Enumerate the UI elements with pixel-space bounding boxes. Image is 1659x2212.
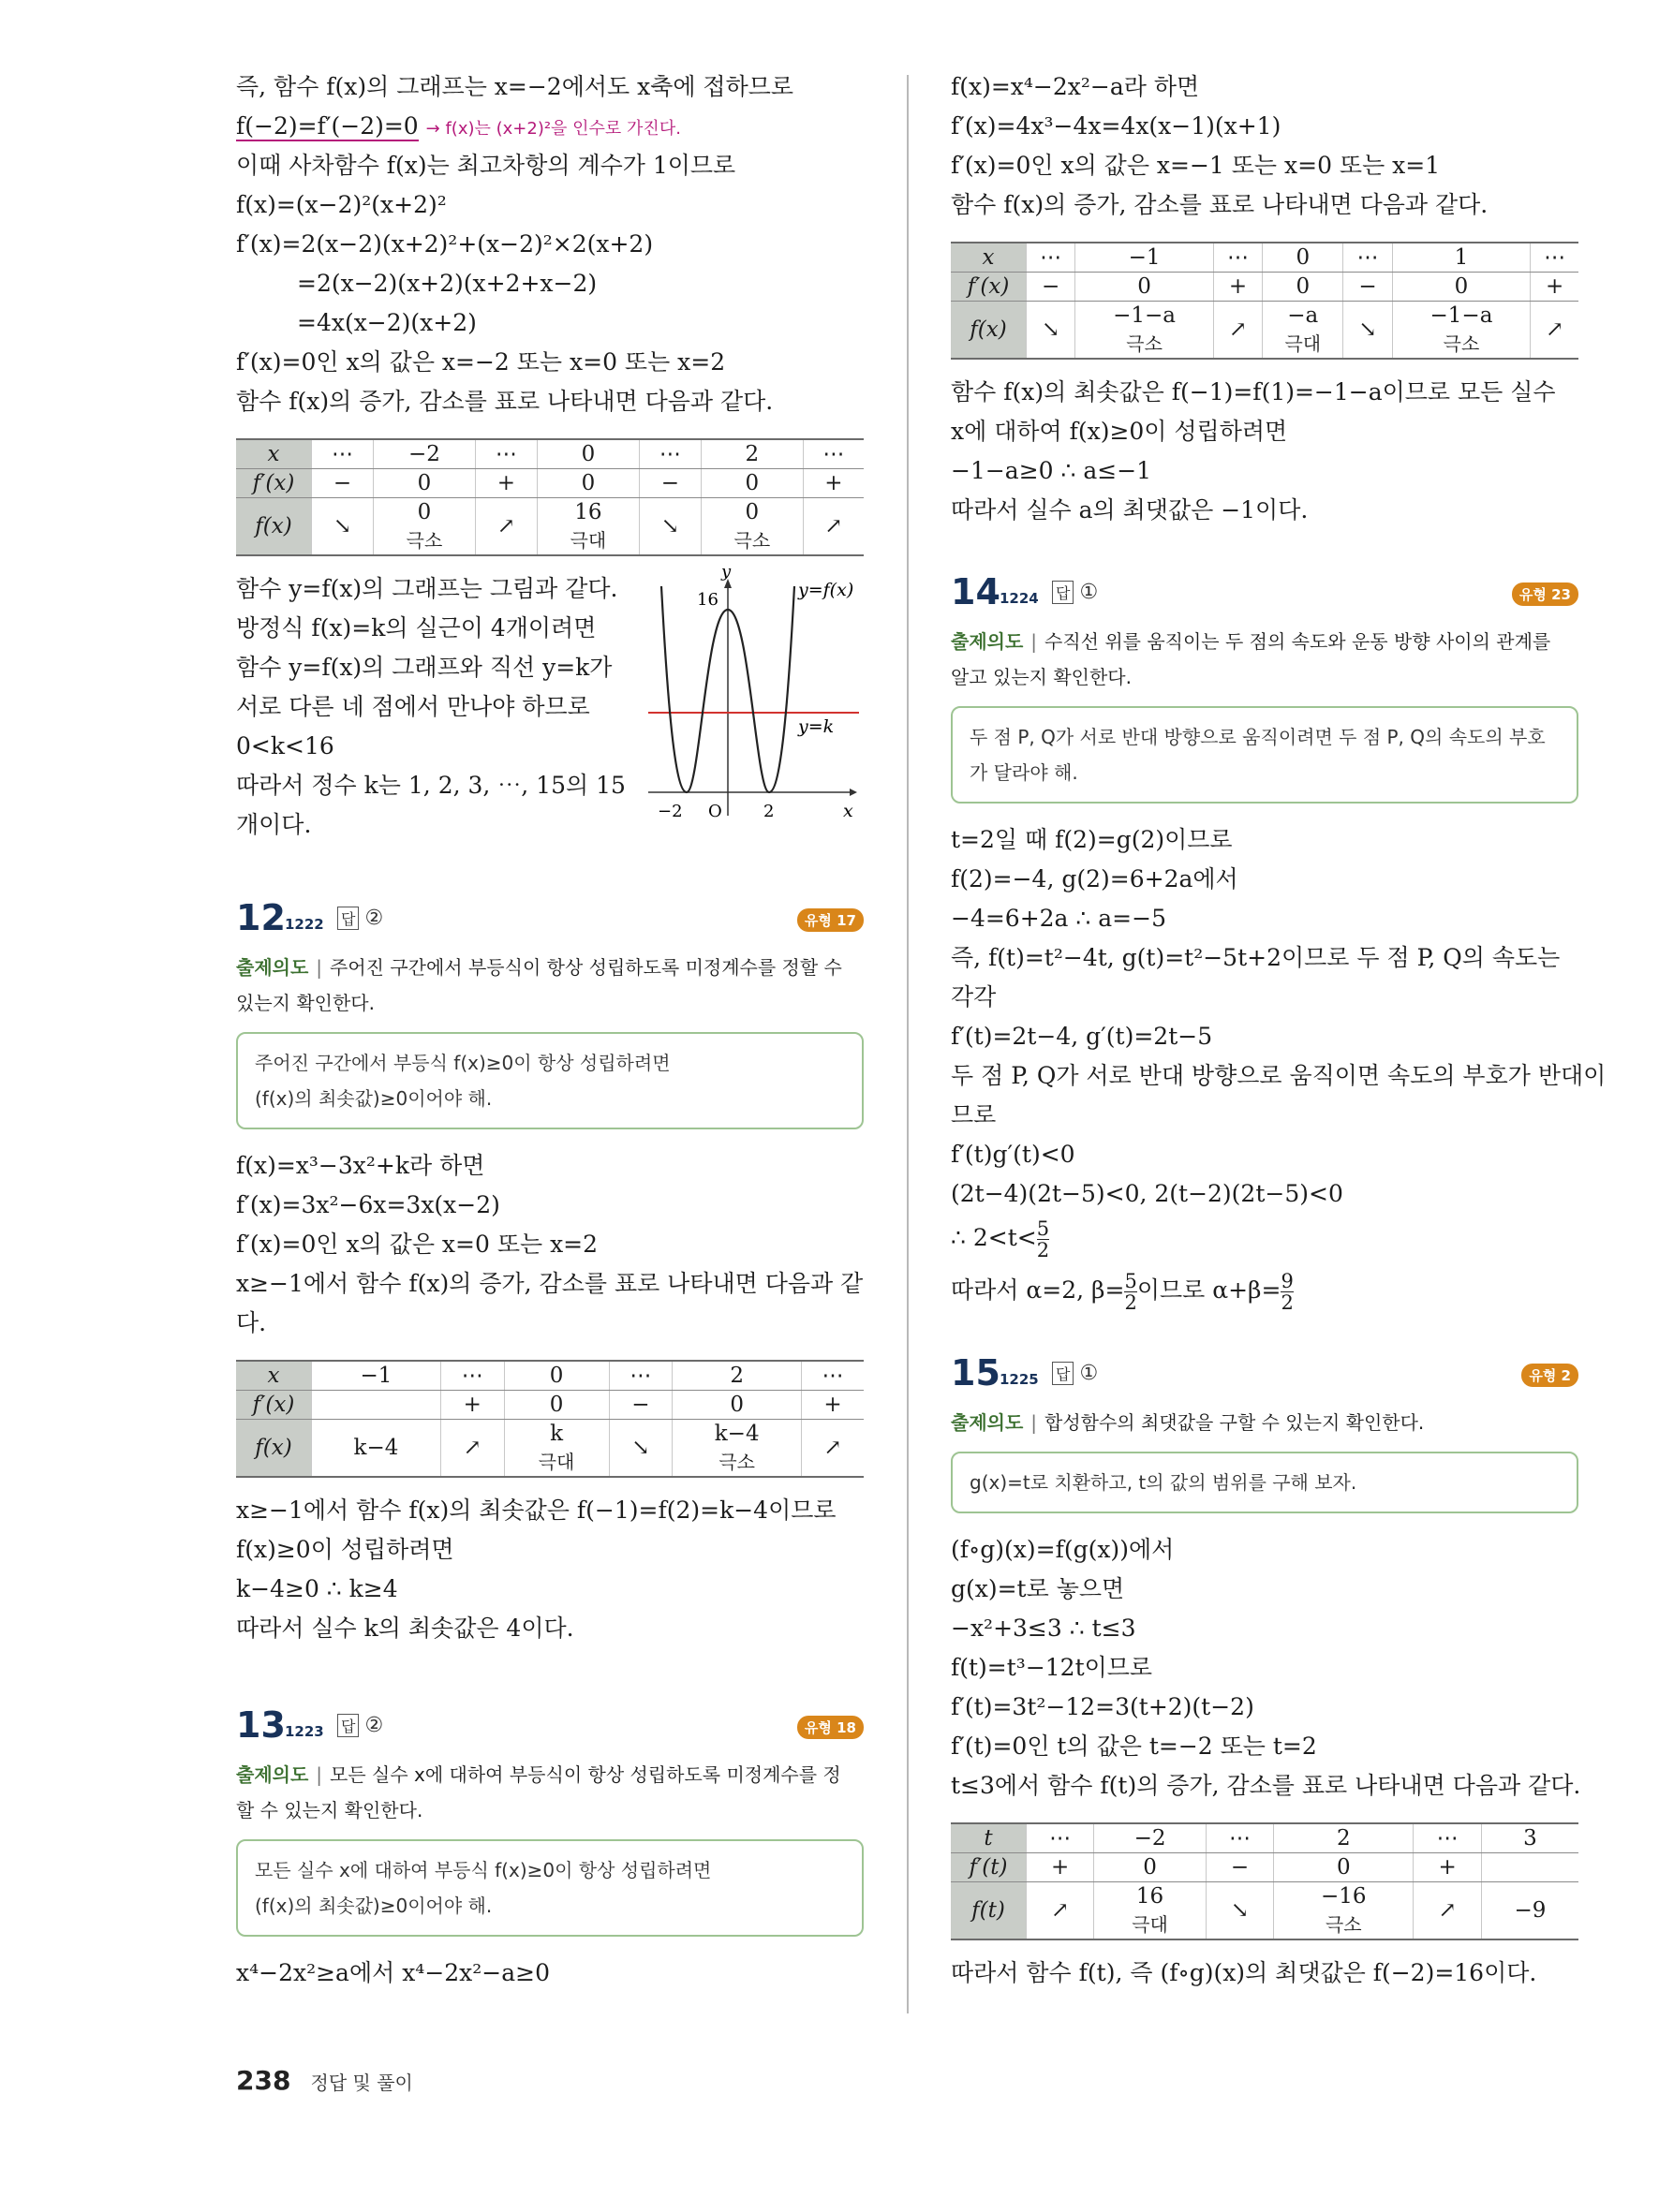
text-line: f′(x)=3x²−6x=3x(x−2) — [236, 1191, 500, 1218]
table-cell: + — [803, 469, 864, 498]
text-line: x≥−1에서 함수 f(x)의 최솟값은 f(−1)=f(2)=k−4이므로 — [236, 1497, 837, 1524]
fraction — [1281, 1271, 1293, 1313]
table-cell: + — [1027, 1853, 1094, 1882]
table-cell: ⋯ — [1213, 243, 1262, 273]
table-cell: 1 — [1392, 243, 1531, 273]
table-row — [951, 302, 1578, 360]
question-intent: 출제의도 | 모든 실수 x에 대하여 부등식이 항상 성립하도록 미정계수를 정 할 수 있는지 확인한다. — [236, 1763, 841, 1821]
table-cell: −9 — [1481, 1882, 1578, 1940]
table-cell: 16 극대 — [1094, 1882, 1206, 1940]
answer — [337, 1714, 383, 1737]
answer-box: 답 — [1052, 1362, 1074, 1385]
table-row — [951, 1823, 1578, 1853]
fraction-num: 5 — [1036, 1217, 1050, 1240]
intent-text: 수직선 위를 움직이는 두 점의 속도와 운동 방향 사이의 관계를 — [1044, 630, 1551, 653]
question-code: 1223 — [285, 1723, 324, 1740]
table-cell: 0 — [504, 1391, 609, 1420]
table-cell: 3 — [1481, 1823, 1578, 1853]
y-axis-label: y — [721, 568, 732, 582]
intent-text: 모든 실수 x에 대하여 부등식이 항상 성립하도록 미정계수를 정 — [330, 1763, 841, 1786]
intent-text-cont: 알고 있는지 확인한다. — [951, 666, 1132, 688]
table-cell: −a 극대 — [1263, 302, 1343, 360]
intent-text-cont: 있는지 확인한다. — [236, 992, 375, 1014]
footer-label: 정답 및 풀이 — [310, 2072, 413, 2094]
text-line: f′(x)=0인 x의 값은 x=−1 또는 x=0 또는 x=1 — [951, 152, 1441, 179]
text-line: (2t−4)(2t−5)<0, 2(t−2)(2t−5)<0 — [951, 1180, 1343, 1207]
text-line: 다. — [236, 1309, 267, 1336]
text-line: =2(x−2)(x+2)(x+2+x−2) — [297, 270, 598, 297]
intent-label: 출제의도 — [951, 1411, 1024, 1434]
text-line: f(2)=−4, g(2)=6+2a에서 — [951, 865, 1238, 892]
hint-box — [236, 1032, 864, 1129]
answer-value: ② — [364, 1714, 384, 1737]
table-cell: ⋯ — [639, 439, 701, 469]
hint-line: (f(x)의 최솟값)≥0이어야 해. — [255, 1895, 493, 1917]
question-intent: 출제의도 | 주어진 구간에서 부등식이 항상 성립하도록 미정계수를 정할 수 있는지 확인한다. — [236, 956, 842, 1014]
table-cell: ↗ — [1414, 1882, 1481, 1940]
text-line: 방정식 f(x)=k의 실근이 4개이려면 — [236, 614, 597, 641]
question-number: 15 — [951, 1352, 1000, 1394]
text-line: 함수 f(x)의 최솟값은 f(−1)=f(1)=−1−a이므로 모든 실수 — [951, 378, 1556, 406]
fraction-den: 2 — [1036, 1239, 1050, 1261]
table-cell: − — [312, 469, 374, 498]
table-cell: ⋯ — [1343, 243, 1392, 273]
table-cell: 0 — [373, 469, 475, 498]
text-line: t≤3에서 함수 f(t)의 증가, 감소를 표로 나타내면 다음과 같다. — [951, 1772, 1581, 1799]
table-row — [236, 498, 864, 556]
table-cell: ↘ — [312, 498, 374, 556]
question-intent: 출제의도 | 수직선 위를 움직이는 두 점의 속도와 운동 방향 사이의 관계를 알고 있는지 확인한다. — [951, 630, 1551, 688]
text-line: k−4≥0 ∴ k≥4 — [236, 1575, 398, 1602]
table-cell: + — [1213, 273, 1262, 302]
table-cell: 0 — [537, 439, 639, 469]
left-column — [236, 67, 864, 1993]
table-cell: 0 극소 — [701, 498, 803, 556]
table-cell: ⋯ — [440, 1361, 504, 1391]
text-line: −1−a≥0 ∴ a≤−1 — [951, 457, 1152, 484]
final-text: 따라서 α=2, β= — [951, 1276, 1125, 1304]
text-line: 두 점 P, Q가 서로 반대 방향으로 움직이면 속도의 부호가 반대이 — [951, 1062, 1607, 1089]
type-badge: 유형 18 — [797, 1716, 864, 1739]
variation-table — [236, 1360, 864, 1478]
hint-box — [236, 1839, 864, 1937]
text-line: x≥−1에서 함수 f(x)의 증가, 감소를 표로 나타내면 다음과 같 — [236, 1270, 864, 1297]
table-row — [236, 1361, 864, 1391]
intent-text-cont: 할 수 있는지 확인한다. — [236, 1799, 423, 1821]
row-header: x — [236, 1361, 312, 1391]
answer — [1052, 1362, 1098, 1385]
annotation-note: → f(x)는 (x+2)²을 인수로 가진다. — [425, 119, 681, 139]
table-cell: 0 — [504, 1361, 609, 1391]
intent-text: 합성함수의 최댓값을 구할 수 있는지 확인한다. — [1044, 1411, 1425, 1434]
text-line: f′(x)=2(x−2)(x+2)²+(x−2)²×2(x+2) — [236, 230, 654, 258]
table-cell: − — [609, 1391, 673, 1420]
graph-block — [236, 569, 864, 841]
type-badge: 유형 17 — [797, 908, 864, 932]
curve-label: y=f(x) — [798, 580, 854, 600]
table-cell: − — [1206, 1853, 1273, 1882]
hint-line: 주어진 구간에서 부등식 f(x)≥0이 항상 성립하려면 — [255, 1052, 671, 1074]
type-badge: 유형 2 — [1521, 1364, 1578, 1387]
inequality-line — [951, 1214, 1578, 1262]
table-cell: 0 — [673, 1391, 802, 1420]
fraction-num: 5 — [1124, 1270, 1137, 1292]
table-cell: ⋯ — [475, 439, 537, 469]
page-number: 238 — [236, 2065, 291, 2096]
text-line: f(x)=(x−2)²(x+2)² — [236, 191, 447, 218]
table-cell: − — [639, 469, 701, 498]
text-line: (f∘g)(x)=f(g(x))에서 — [951, 1536, 1175, 1563]
variation-table — [951, 242, 1578, 360]
question-14-header — [951, 571, 1578, 624]
table-cell: 0 — [1075, 273, 1214, 302]
text-line: 따라서 실수 k의 최솟값은 4이다. — [236, 1615, 574, 1642]
table-cell: 0 — [537, 469, 639, 498]
text-line: f(x)≥0이 성립하려면 — [236, 1536, 454, 1563]
hint-line: g(x)=t로 치환하고, t의 값의 범위를 구해 보자. — [970, 1471, 1357, 1494]
text-line: 므로 — [951, 1101, 997, 1128]
table-cell: 2 — [1274, 1823, 1414, 1853]
table-row — [951, 1853, 1578, 1882]
text-line: 서로 다른 네 점에서 만나야 하므로 — [236, 693, 590, 720]
table-cell: k 극대 — [504, 1420, 609, 1478]
answer-box: 답 — [337, 907, 359, 930]
intent-label: 출제의도 — [951, 630, 1024, 653]
text-line: 0<k<16 — [236, 732, 334, 759]
table-cell: ↘ — [639, 498, 701, 556]
table-cell: ⋯ — [1531, 243, 1578, 273]
table-cell: + — [1414, 1853, 1481, 1882]
text-line — [236, 107, 864, 146]
table-cell: −1−a 극소 — [1075, 302, 1214, 360]
text-line: x에 대하여 f(x)≥0이 성립하려면 — [951, 418, 1288, 445]
table-cell: ↗ — [1027, 1882, 1094, 1940]
text-line: f′(t)=0인 t의 값은 t=−2 또는 t=2 — [951, 1733, 1317, 1760]
text-line: 이때 사차함수 f(x)는 최고차항의 계수가 1이므로 — [236, 152, 736, 179]
row-header: x — [236, 439, 312, 469]
answer-value: ① — [1079, 581, 1099, 604]
final-line — [951, 1262, 1578, 1319]
text-line: 함수 y=f(x)의 그래프는 그림과 같다. — [236, 575, 618, 602]
table-cell: + — [440, 1391, 504, 1420]
origin-label: O — [708, 802, 722, 820]
table-cell: ⋯ — [803, 439, 864, 469]
hint-line: 모든 실수 x에 대하여 부등식 f(x)≥0이 항상 성립하려면 — [255, 1859, 712, 1881]
table-cell: ↗ — [1213, 302, 1262, 360]
row-header: f′(x) — [236, 469, 312, 498]
table-cell: ⋯ — [1027, 243, 1075, 273]
table-row — [951, 1882, 1578, 1940]
table-cell: k−4 극소 — [673, 1420, 802, 1478]
text-line: f′(x)=4x³−4x=4x(x−1)(x+1) — [951, 112, 1281, 140]
row-header: x — [951, 243, 1027, 273]
table-cell: ⋯ — [1027, 1823, 1094, 1853]
text-line: 각각 — [951, 983, 997, 1010]
text-line: f′(x)=0인 x의 값은 x=0 또는 x=2 — [236, 1231, 599, 1258]
page-footer — [236, 2065, 413, 2096]
table-cell: + — [802, 1391, 864, 1420]
function-graph — [648, 568, 864, 820]
text-line: 함수 y=f(x)의 그래프와 직선 y=k가 — [236, 654, 613, 681]
table-cell: ⋯ — [609, 1361, 673, 1391]
table-cell: ↘ — [1343, 302, 1392, 360]
answer-value: ② — [364, 907, 384, 930]
answer-box: 답 — [1052, 581, 1074, 604]
table-cell: ↗ — [802, 1420, 864, 1478]
text-line: f(x)=x³−3x²+k라 하면 — [236, 1152, 485, 1179]
question-13-header — [236, 1704, 864, 1757]
type-badge: 유형 23 — [1512, 582, 1578, 606]
question-12-header — [236, 897, 864, 950]
fraction-den: 2 — [1124, 1291, 1137, 1314]
table-row — [236, 1391, 864, 1420]
question-number: 13 — [236, 1704, 286, 1746]
table-cell: −1 — [1075, 243, 1214, 273]
intent-label: 출제의도 — [236, 956, 309, 979]
text-line: f(t)=t³−12t이므로 — [951, 1654, 1153, 1681]
table-row — [236, 469, 864, 498]
row-header: f(t) — [951, 1882, 1027, 1940]
right-column — [951, 67, 1607, 1993]
question-intent: 출제의도 | 합성함수의 최댓값을 구할 수 있는지 확인한다. — [951, 1411, 1425, 1434]
table-cell: 2 — [673, 1361, 802, 1391]
row-header: t — [951, 1823, 1027, 1853]
text-line: f′(t)=3t²−12=3(t+2)(t−2) — [951, 1693, 1254, 1720]
fraction — [1037, 1218, 1049, 1261]
table-cell: 0 — [1392, 273, 1531, 302]
table-cell: ↘ — [1027, 302, 1075, 360]
table-cell: 0 — [1263, 243, 1343, 273]
fraction-num: 9 — [1281, 1270, 1294, 1292]
table-cell: 0 — [1094, 1853, 1206, 1882]
row-header: f′(x) — [236, 1391, 312, 1420]
question-code: 1225 — [1000, 1371, 1039, 1388]
table-row — [236, 439, 864, 469]
table-cell: ↗ — [440, 1420, 504, 1478]
tick-2: 2 — [763, 802, 775, 820]
text-line: 즉, f(t)=t²−4t, g(t)=t²−5t+2이므로 두 점 P, Q의 속도는 — [951, 944, 1561, 971]
table-cell: ↘ — [609, 1420, 673, 1478]
question-number: 14 — [951, 571, 1000, 612]
hint-line: 두 점 P, Q가 서로 반대 방향으로 움직이려면 두 점 P, Q의 속도의 부호 — [970, 726, 1546, 748]
table-row — [951, 273, 1578, 302]
table-cell: k−4 — [312, 1420, 441, 1478]
text-line: 따라서 정수 k는 1, 2, 3, ⋯, 15의 15 — [236, 772, 626, 799]
text-line: 함수 f(x)의 증가, 감소를 표로 나타내면 다음과 같다. — [236, 388, 774, 415]
row-header: f(x) — [236, 1420, 312, 1478]
condition-expr: f(−2)=f′(−2)=0 — [236, 112, 419, 140]
table-cell: + — [1531, 273, 1578, 302]
intent-label: 출제의도 — [236, 1763, 309, 1786]
column-divider — [907, 75, 909, 2013]
text-line: =4x(x−2)(x+2) — [297, 309, 477, 336]
table-cell: ⋯ — [1414, 1823, 1481, 1853]
text-line: f′(t)=2t−4, g′(t)=2t−5 — [951, 1023, 1213, 1050]
answer — [337, 907, 383, 930]
text-line: −x²+3≤3 ∴ t≤3 — [951, 1615, 1136, 1642]
answer-box: 답 — [337, 1714, 359, 1737]
table-cell: 2 — [701, 439, 803, 469]
text-line: 개이다. — [236, 811, 312, 838]
text-line: x⁴−2x²≥a에서 x⁴−2x²−a≥0 — [236, 1959, 550, 1986]
table-cell: 0 — [701, 469, 803, 498]
question-code: 1222 — [285, 916, 324, 933]
table-cell: −2 — [373, 439, 475, 469]
question-code: 1224 — [1000, 590, 1039, 607]
hint-box — [951, 1452, 1578, 1513]
table-cell: 0 — [1274, 1853, 1414, 1882]
row-header: f(x) — [236, 498, 312, 556]
table-cell — [1481, 1853, 1578, 1882]
row-header: f(x) — [951, 302, 1027, 360]
text-line: f′(t)g′(t)<0 — [951, 1141, 1075, 1168]
table-cell: −1−a 극소 — [1392, 302, 1531, 360]
y-16-label: 16 — [697, 590, 718, 610]
text-line: 따라서 함수 f(t), 즉 (f∘g)(x)의 최댓값은 f(−2)=16이다. — [951, 1959, 1537, 1986]
x-axis-label: x — [843, 801, 853, 820]
table-cell: ⋯ — [1206, 1823, 1273, 1853]
fraction-den: 2 — [1281, 1291, 1294, 1314]
intent-text: 주어진 구간에서 부등식이 항상 성립하도록 미정계수를 정할 수 — [330, 956, 842, 979]
table-cell: 0 — [1263, 273, 1343, 302]
table-row — [951, 243, 1578, 273]
fraction — [1124, 1271, 1136, 1313]
text-line: 따라서 실수 a의 최댓값은 −1이다. — [951, 496, 1309, 524]
final-text: 이므로 α+β= — [1136, 1276, 1281, 1304]
hint-box — [951, 706, 1578, 804]
row-header: f′(t) — [951, 1853, 1027, 1882]
table-row — [236, 1420, 864, 1478]
table-cell: ⋯ — [802, 1361, 864, 1391]
question-number: 12 — [236, 897, 286, 938]
text-line: 즉, 함수 f(x)의 그래프는 x=−2에서도 x축에 접하므로 — [236, 73, 794, 100]
answer — [1052, 581, 1098, 604]
variation-table — [951, 1822, 1578, 1940]
table-cell: −1 — [312, 1361, 441, 1391]
table-cell: − — [1027, 273, 1075, 302]
table-cell: ↗ — [475, 498, 537, 556]
x-axis-arrow — [850, 789, 857, 796]
table-cell: ↗ — [803, 498, 864, 556]
variation-table — [236, 438, 864, 556]
table-cell: 0 극소 — [373, 498, 475, 556]
text-line: f′(x)=0인 x의 값은 x=−2 또는 x=0 또는 x=2 — [236, 348, 726, 376]
question-15-header — [951, 1352, 1578, 1405]
text-line: g(x)=t로 놓으면 — [951, 1575, 1125, 1602]
table-cell: −16 극소 — [1274, 1882, 1414, 1940]
table-cell: + — [475, 469, 537, 498]
table-cell: −2 — [1094, 1823, 1206, 1853]
hint-line: (f(x)의 최솟값)≥0이어야 해. — [255, 1087, 493, 1110]
table-cell: − — [1343, 273, 1392, 302]
text-line: 함수 f(x)의 증가, 감소를 표로 나타내면 다음과 같다. — [951, 191, 1489, 218]
text-line: t=2일 때 f(2)=g(2)이므로 — [951, 826, 1233, 853]
text-line: f(x)=x⁴−2x²−a라 하면 — [951, 73, 1200, 100]
table-cell: ↘ — [1206, 1882, 1273, 1940]
line-label: y=k — [798, 716, 835, 737]
answer-value: ① — [1079, 1362, 1099, 1385]
tick-minus-2: −2 — [658, 802, 683, 820]
table-cell: ↗ — [1531, 302, 1578, 360]
table-cell — [312, 1391, 441, 1420]
hint-line: 가 달라야 해. — [970, 761, 1078, 784]
table-cell: ⋯ — [312, 439, 374, 469]
text-line: −4=6+2a ∴ a=−5 — [951, 905, 1166, 932]
table-cell: 16 극대 — [537, 498, 639, 556]
inequality-text: ∴ 2<t< — [951, 1224, 1037, 1251]
row-header: f′(x) — [951, 273, 1027, 302]
